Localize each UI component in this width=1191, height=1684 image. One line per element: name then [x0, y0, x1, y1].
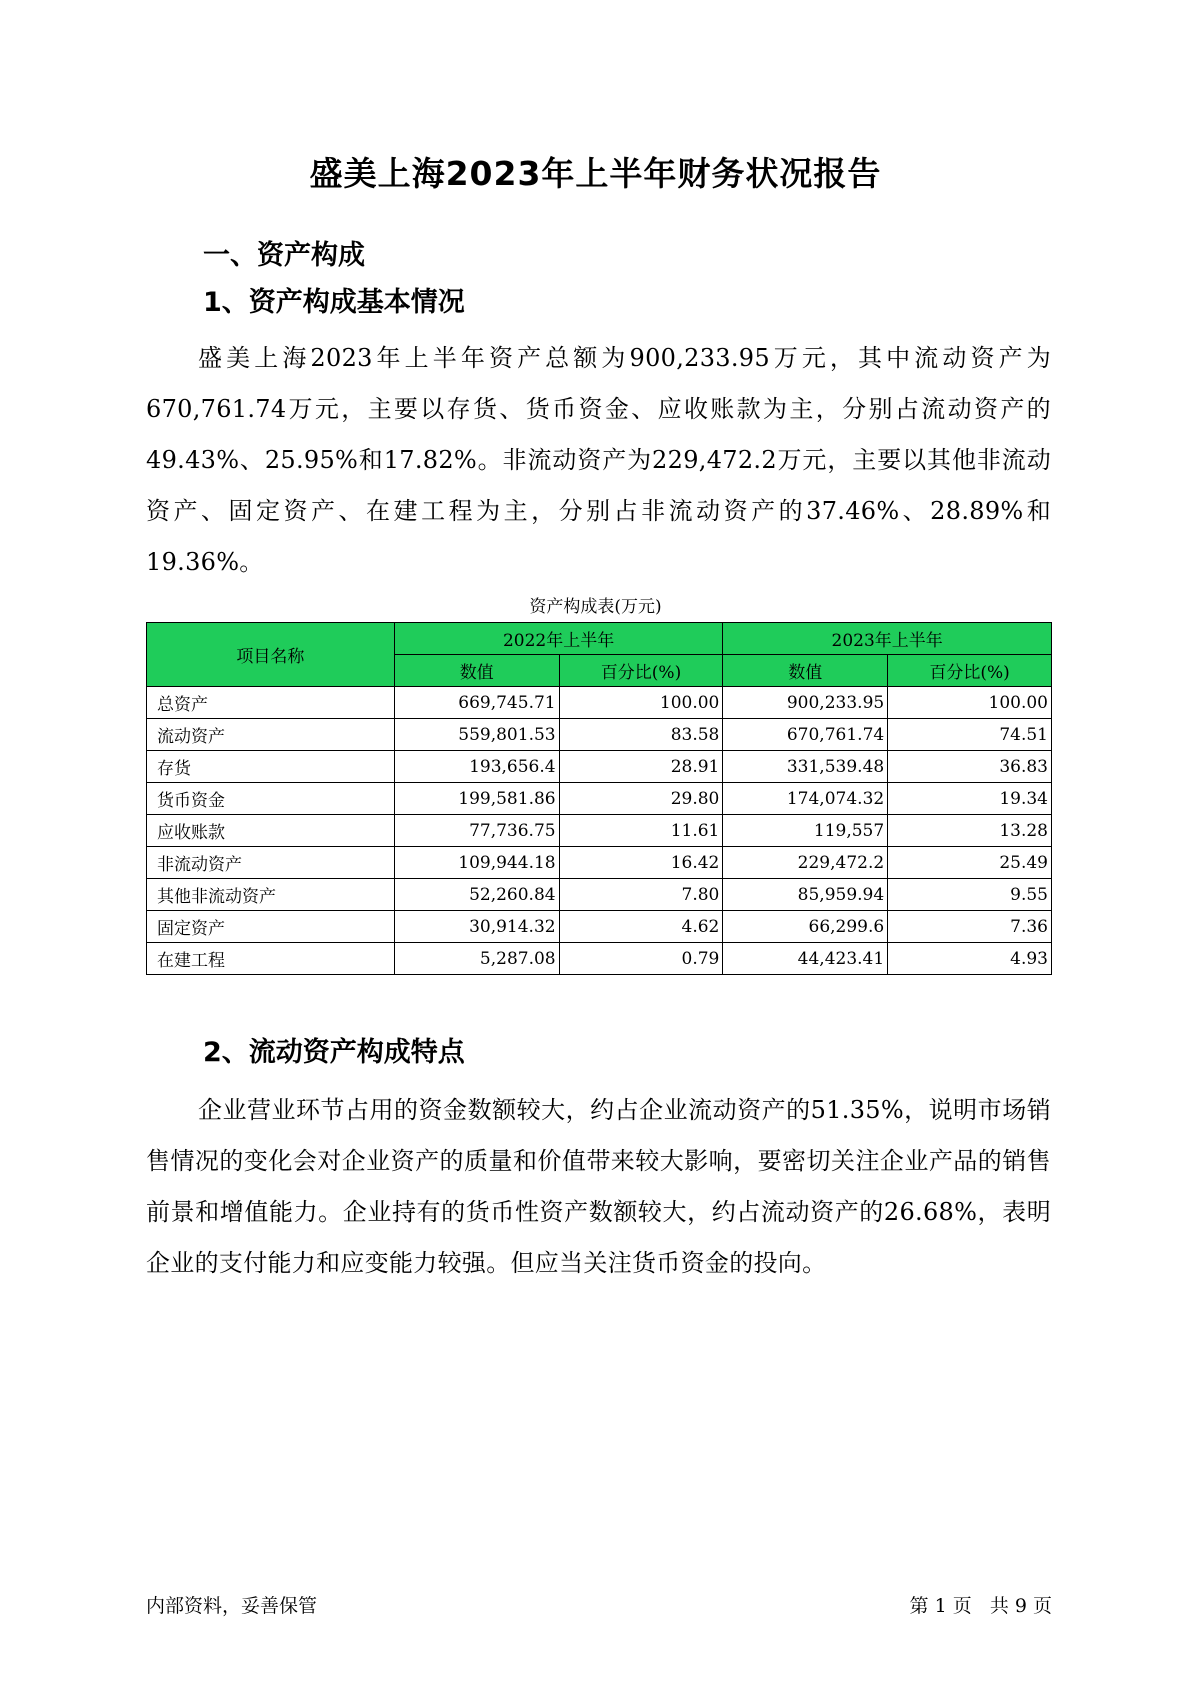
footer-page-number: 第 1 页 共 9 页	[909, 1595, 1052, 1617]
header-value-2022: 数值	[394, 655, 559, 687]
cell-percent-2023: 74.51	[888, 719, 1052, 751]
cell-percent-2022: 0.79	[559, 943, 723, 975]
cell-percent-2023: 9.55	[888, 879, 1052, 911]
cell-item-name: 非流动资产	[147, 847, 395, 879]
table-row	[147, 943, 1052, 975]
header-percent-2022: 百分比(%)	[559, 655, 723, 687]
asset-composition-table	[146, 622, 1052, 975]
cell-value-2022: 5,287.08	[394, 943, 559, 975]
cell-value-2022: 52,260.84	[394, 879, 559, 911]
cell-value-2023: 44,423.41	[723, 943, 888, 975]
cell-percent-2022: 16.42	[559, 847, 723, 879]
cell-item-name: 流动资产	[147, 719, 395, 751]
cell-percent-2022: 28.91	[559, 751, 723, 783]
table-row	[147, 783, 1052, 815]
cell-value-2022: 199,581.86	[394, 783, 559, 815]
table-body	[147, 687, 1052, 975]
table-row	[147, 719, 1052, 751]
cell-percent-2023: 100.00	[888, 687, 1052, 719]
cell-value-2023: 85,959.94	[723, 879, 888, 911]
table-row	[147, 911, 1052, 943]
cell-value-2022: 193,656.4	[394, 751, 559, 783]
cell-item-name: 固定资产	[147, 911, 395, 943]
cell-percent-2023: 19.34	[888, 783, 1052, 815]
header-percent-2023: 百分比(%)	[888, 655, 1052, 687]
cell-item-name: 在建工程	[147, 943, 395, 975]
cell-item-name: 存货	[147, 751, 395, 783]
cell-percent-2023: 13.28	[888, 815, 1052, 847]
cell-item-name: 货币资金	[147, 783, 395, 815]
table-row	[147, 847, 1052, 879]
subsection-heading-current-assets: 2、流动资产构成特点	[203, 1037, 465, 1068]
document-title: 盛美上海2023年上半年财务状况报告	[309, 154, 882, 193]
table-row	[147, 687, 1052, 719]
cell-value-2022: 30,914.32	[394, 911, 559, 943]
cell-item-name: 应收账款	[147, 815, 395, 847]
header-value-2023: 数值	[723, 655, 888, 687]
cell-value-2023: 331,539.48	[723, 751, 888, 783]
table-row	[147, 879, 1052, 911]
footer-confidential-note: 内部资料，妥善保管	[146, 1595, 318, 1617]
header-item-name: 项目名称	[147, 623, 395, 687]
cell-percent-2022: 100.00	[559, 687, 723, 719]
cell-percent-2023: 7.36	[888, 911, 1052, 943]
cell-percent-2022: 4.62	[559, 911, 723, 943]
header-period-2023: 2023年上半年	[723, 623, 1052, 655]
table-caption: 资产构成表(万元)	[529, 597, 662, 617]
cell-value-2023: 900,233.95	[723, 687, 888, 719]
cell-value-2023: 174,074.32	[723, 783, 888, 815]
cell-item-name: 其他非流动资产	[147, 879, 395, 911]
cell-percent-2023: 25.49	[888, 847, 1052, 879]
table-row	[147, 815, 1052, 847]
cell-value-2022: 77,736.75	[394, 815, 559, 847]
cell-percent-2022: 29.80	[559, 783, 723, 815]
header-period-2022: 2022年上半年	[394, 623, 723, 655]
cell-percent-2023: 4.93	[888, 943, 1052, 975]
cell-item-name: 总资产	[147, 687, 395, 719]
paragraph-asset-summary: 盛美上海2023年上半年资产总额为900,233.95万元，其中流动资产为670,761.74万元，主要以存货、货币资金、应收账款为主，分别占流动资产的49.43%、25.95%和17.82%。非流动资产为229,472.2万元，主要以其他非流动资产、固定资产、在建工程为主，分别占非流动资产的37.46%、28.89%和19.36%。	[146, 344, 1051, 576]
cell-value-2022: 109,944.18	[394, 847, 559, 879]
cell-value-2023: 66,299.6	[723, 911, 888, 943]
cell-percent-2022: 83.58	[559, 719, 723, 751]
subsection-heading-basic: 1、资产构成基本情况	[203, 287, 465, 318]
cell-value-2022: 669,745.71	[394, 687, 559, 719]
section-heading-assets: 一、资产构成	[203, 240, 365, 271]
table-row	[147, 751, 1052, 783]
cell-percent-2023: 36.83	[888, 751, 1052, 783]
paragraph-current-assets: 企业营业环节占用的资金数额较大，约占企业流动资产的51.35%，说明市场销售情况的变化会对企业资产的质量和价值带来较大影响，要密切关注企业产品的销售前景和增值能力。企业持有的货币性资产数额较大，约占流动资产的26.68%，表明企业的支付能力和应变能力较强。但应当关注货币资金的投向。	[146, 1096, 1051, 1277]
cell-value-2023: 119,557	[723, 815, 888, 847]
cell-percent-2022: 11.61	[559, 815, 723, 847]
cell-value-2023: 229,472.2	[723, 847, 888, 879]
cell-value-2023: 670,761.74	[723, 719, 888, 751]
cell-value-2022: 559,801.53	[394, 719, 559, 751]
cell-percent-2022: 7.80	[559, 879, 723, 911]
